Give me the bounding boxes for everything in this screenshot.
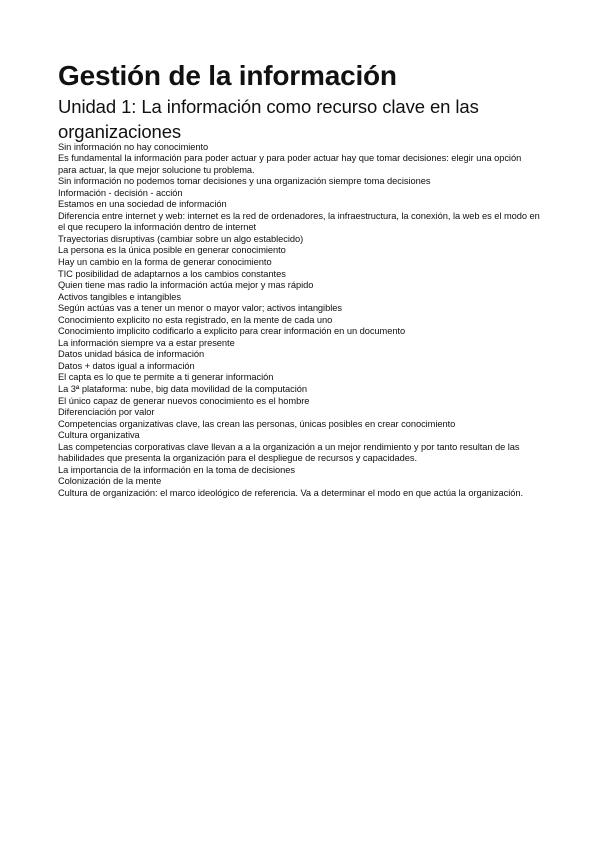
- note-line: Sin información no podemos tomar decisiones y una organización siempre toma decisiones: [58, 176, 431, 187]
- note-line: Datos unidad básica de información: [58, 349, 205, 360]
- note-line: La 3ª plataforma: nube, big data movilidad de la computación: [58, 383, 308, 394]
- note-line: Cultura organizativa: [58, 430, 140, 441]
- note-line: El único capaz de generar nuevos conocimiento es el hombre: [58, 395, 310, 406]
- note-line: Conocimiento implicito codificarlo a explicito para crear información en un documento: [58, 326, 406, 337]
- note-line: Trayectorias disruptivas (cambiar sobre un algo establecido): [58, 233, 304, 244]
- note-line: Las competencias corporativas clave llevan a a la organización a un mejor rendimiento y por tanto resultan de las habilidades que presenta la organización para el despliegue de recursos y capacidades.: [58, 441, 520, 464]
- note-line: Hay un cambio en la forma de generar conocimiento: [58, 256, 272, 267]
- document-title: Gestión de la información: [58, 60, 397, 91]
- note-line: La información siempre va a estar presente: [58, 337, 235, 348]
- note-line: Diferenciación por valor: [58, 407, 155, 418]
- note-line: Conocimiento explicito no esta registrado, en la mente de cada uno: [58, 314, 333, 325]
- note-line: Activos tangibles e intangibles: [58, 291, 182, 302]
- document-subtitle: Unidad 1: La información como recurso clave en las organizaciones: [58, 96, 479, 142]
- note-line: Cultura de organización: el marco ideológico de referencia. Va a determinar el modo en que actúa la organización.: [58, 487, 523, 498]
- note-line: Información - decisión - acción: [58, 187, 183, 198]
- note-line: Competencias organizativas clave, las crean las personas, únicas posibles en crear conocimiento: [58, 418, 456, 429]
- note-line: Es fundamental la información para poder actuar y para poder actuar hay que tomar decisiones: elegir una opción para actuar, la que mejor solucione tu problema.: [58, 153, 522, 175]
- note-line: Sin información no hay conocimiento: [58, 141, 209, 152]
- note-line: Estamos en una sociedad de información: [58, 199, 227, 210]
- note-line: Quien tiene mas radio la información actúa mejor y mas rápido: [58, 280, 314, 291]
- notes-list: [58, 142, 542, 500]
- note-line: El capta es lo que te permite a ti generar información: [58, 372, 274, 383]
- note-line: La persona es la única posible en generar conocimiento: [58, 245, 286, 256]
- note-line: Según actúas vas a tener un menor o mayor valor; activos intangibles: [58, 303, 342, 314]
- note-line: Datos + datos igual a información: [58, 360, 195, 371]
- note-line: Diferencia entre internet y web: internet es la red de ordenadores, la infraestructura, la conexión, la web es el modo en el que recupero la información dentro de internet: [58, 210, 540, 233]
- note-line: Colonización de la mente: [58, 476, 162, 487]
- note-line: TIC posibilidad de adaptarnos a los cambios constantes: [58, 268, 286, 279]
- note-line: La importancia de la información en la toma de decisiones: [58, 464, 295, 475]
